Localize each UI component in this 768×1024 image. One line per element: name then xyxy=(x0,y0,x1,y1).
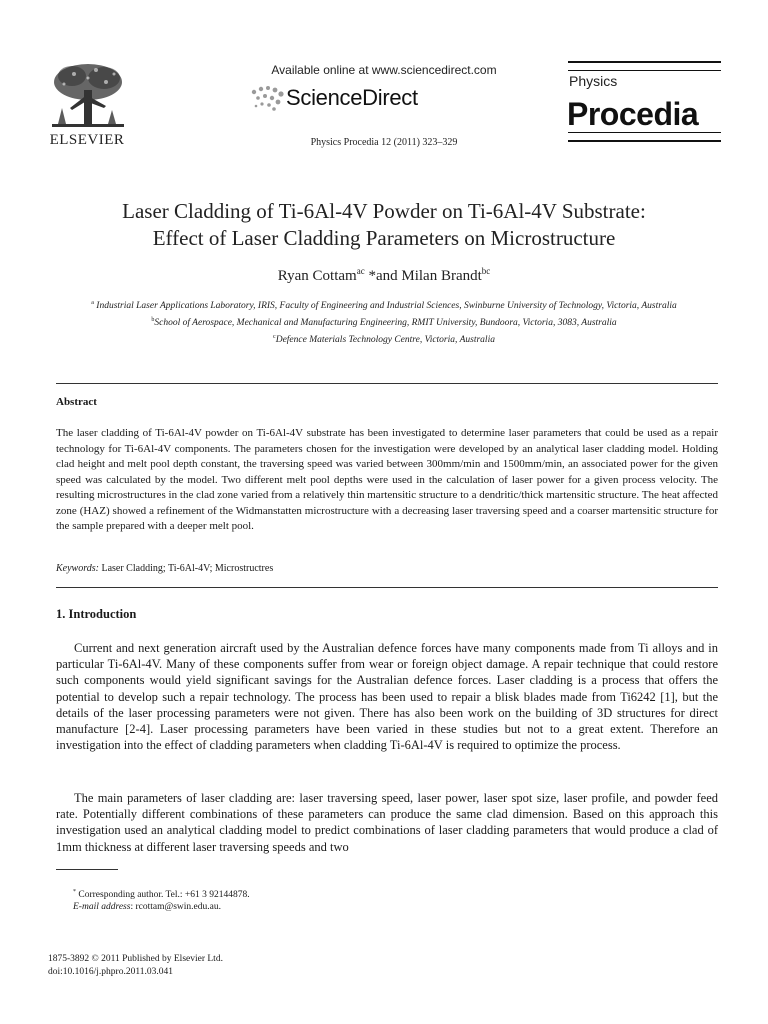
keywords-label: Keywords: xyxy=(56,563,99,574)
footnote-email xyxy=(73,901,221,913)
author-join: *and Milan Brandt xyxy=(364,268,482,284)
section-heading-introduction: 1. Introduction xyxy=(56,607,137,621)
paper-title xyxy=(40,198,728,252)
doi-link[interactable]: doi:10.1016/j.phpro.2011.03.041 xyxy=(48,967,173,977)
author-affil-mark: ac xyxy=(356,266,365,276)
elsevier-wordmark: ELSEVIER xyxy=(49,132,125,148)
affiliation-a xyxy=(46,296,722,313)
title-line-1: Laser Cladding of Ti-6Al-4V Powder on Ti-6Al-4V Substrate: xyxy=(122,199,646,223)
sciencedirect-wordmark: ScienceDirect xyxy=(286,85,418,110)
journal-reference: Physics Procedia 12 (2011) 323–329 xyxy=(310,137,458,148)
affil-mark: b xyxy=(151,317,155,324)
procedia-bottom-rule xyxy=(568,132,721,142)
affiliation-c xyxy=(46,330,722,347)
abstract-heading: Abstract xyxy=(56,396,97,408)
author-list xyxy=(0,266,768,285)
sciencedirect-dots-icon xyxy=(248,84,288,114)
abstract-bottom-rule xyxy=(56,587,718,588)
footnote-text: Corresponding author. Tel.: +61 3 92144878. xyxy=(76,890,250,901)
procedia-top-rule xyxy=(568,61,721,71)
abstract-body: The laser cladding of Ti-6Al-4V powder on Ti-6Al-4V substrate has been investigated to determine laser parameters that could be used as a repair technology for Ti-6Al-4V components. The parameters chosen for the investigation were developed by an analytical laser cladding model. Holding clad height and melt pool depth constant, the traversing speed was varied between 300mm/min and 1500mm/min, an associated power for the given speed was calculated by the model. Two different melt pool depths were used in the calculation of laser power for a given process velocity. The resulting microstructures in the clad zone varied from a relatively thin martensitic structure to a dendritic/thick martensitic structure. The heat affected zone (HAZ) showed a refinement of the Widmanstatten microstructure with a decreasing laser traversing speed and a coarser martensitic structure for the sample prepared with a deeper melt pool. xyxy=(56,427,718,532)
affil-text: Industrial Laser Applications Laboratory, IRIS, Faculty of Engineering and Industrial Sciences, Swinburne University of Technology, Victoria, Australia xyxy=(93,301,677,312)
available-online-link[interactable]: Available online at www.sciencedirect.com xyxy=(271,63,497,77)
affil-text: Defence Materials Technology Centre, Victoria, Australia xyxy=(275,335,495,346)
affil-mark: c xyxy=(273,334,276,341)
email-address[interactable]: : rcottam@swin.edu.au. xyxy=(130,902,221,912)
author-affil-mark: bc xyxy=(481,266,491,276)
affil-text: School of Aerospace, Mechanical and Manufacturing Engineering, RMIT University, Bundoora, Victoria, 3083, Australia xyxy=(154,318,617,329)
journal-name-procedia: Procedia xyxy=(567,96,699,132)
footnote-corresponding xyxy=(73,886,250,901)
issn-line: 1875-3892 © 2011 Published by Elsevier Ltd. xyxy=(48,954,223,964)
keywords xyxy=(56,563,273,574)
footnote-mark: * xyxy=(73,889,76,895)
title-line-2: Effect of Laser Cladding Parameters on Microstructure xyxy=(152,226,616,250)
affiliations xyxy=(46,296,722,347)
intro-paragraph-1: Current and next generation aircraft used by the Australian defence forces have many components made from Ti alloys and in particular Ti-6Al-4V. Many of these components suffer from wear or foreign object damage. A repair technique that could restore such components would yield significant savings for the Australian defence forces. Laser cladding is a process that offers the potential to develop such a repair technology. The process has been used to repair a blisk blades made from Ti6242 [1], but the details of the laser processing parameters were not given. There has also been work on the building of 3D structures for direct manufacture [2-4]. Laser processing parameters have been varied in these studies but not to a great extent. Therefore an investigation into the effect of cladding parameters when cladding Ti-6Al-4V is required to optimize the process. xyxy=(56,641,718,753)
abstract-top-rule xyxy=(56,383,718,384)
footnote-rule xyxy=(56,869,118,870)
affiliation-b xyxy=(46,313,722,330)
journal-name-physics: Physics xyxy=(569,73,618,89)
author-name: Ryan Cottam xyxy=(277,268,357,284)
keywords-list: Laser Cladding; Ti-6Al-4V; Microstructres xyxy=(98,563,274,574)
email-label: E-mail address xyxy=(73,902,131,912)
affil-mark: a xyxy=(91,300,94,306)
intro-paragraph-2: The main parameters of laser cladding are: laser traversing speed, laser power, laser spot size, laser profile, and powder feed rate. Potentially different combinations of these parameters can produce the same clad dimension. Based on this approach this investigation used an analytical cladding model to predict combinations of laser cladding parameters that would produce a clad of 1mm thickness at different laser traversing speeds and two xyxy=(56,791,718,854)
